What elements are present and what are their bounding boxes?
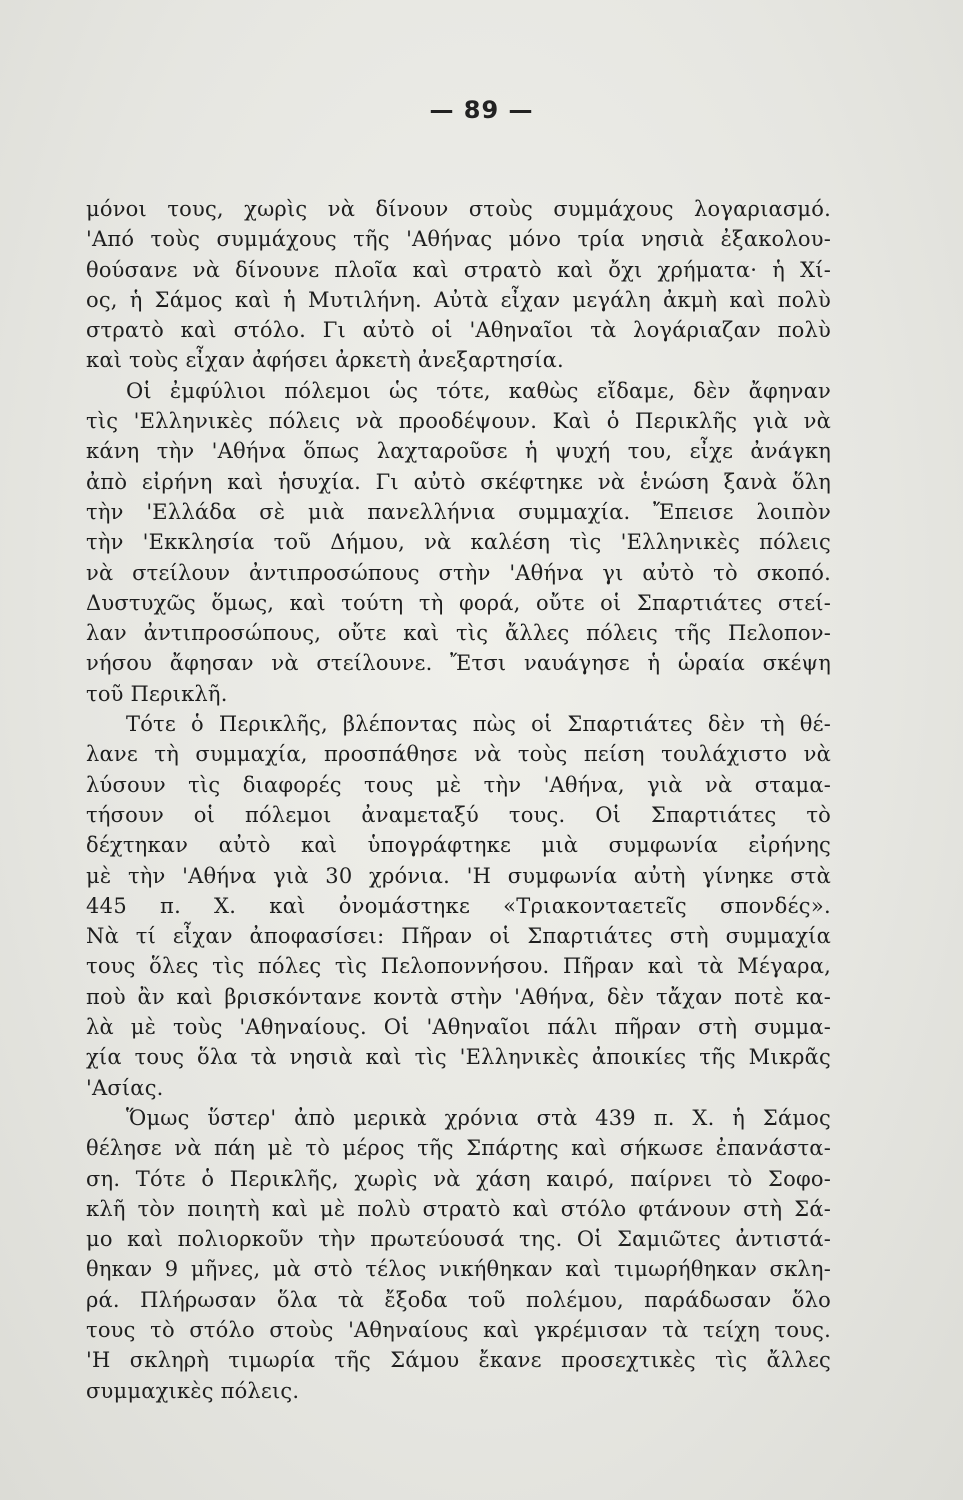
text-line: τὶς 'Ελληνικὲς πόλεις νὰ προοδέψουν. Καὶ ὁ Περικλῆς γιὰ νὰ [86,409,831,434]
text-line: 'Από τοὺς συμμάχους τῆς 'Αθήνας μόνο τρία νησιὰ ἐξακολου- [86,227,831,252]
text-line: 'Ασίας. [86,1075,164,1100]
text-line: Δυστυχῶς ὅμως, καὶ τούτη τὴ φορά, οὔτε οἱ Σπαρτιάτες στεί- [86,590,831,615]
text-line: λὰ μὲ τοὺς 'Αθηναίους. Οἱ 'Αθηναῖοι πάλι πῆραν στὴ συμμα- [86,1015,831,1040]
page-number: — 89 — [429,96,534,124]
paragraph-start-line: Ὅμως ὕστερ' ἀπὸ μερικὰ χρόνια στὰ 439 π. Χ. ἡ Σάμος [126,1105,831,1130]
text-line: συμμαχικὲς πόλεις. [86,1378,300,1403]
text-line: τὴν 'Εκκλησία τοῦ Δήμου, νὰ καλέση τὶς 'Ελληνικὲς πόλεις [86,530,831,555]
text-line: θέλησε νὰ πάη μὲ τὸ μέρος τῆς Σπάρτης καὶ σήκωσε ἐπανάστα- [86,1136,831,1161]
text-line: ος, ἡ Σάμος καὶ ἡ Μυτιλήνη. Αὐτὰ εἶχαν μεγάλη ἀκμὴ καὶ πολὺ [86,287,831,312]
text-line: δέχτηκαν αὐτὸ καὶ ὑπογράφτηκε μιὰ συμφωνία εἰρήνης [86,833,831,858]
paragraph-start-line: Οἱ ἐμφύλιοι πόλεμοι ὡς τότε, καθὼς εἴδαμε, δὲν ἄφηναν [126,378,831,403]
body-text [86,194,831,1406]
text-line: θούσανε νὰ δίνουνε πλοῖα καὶ στρατὸ καὶ ὄχι χρήματα· ἡ Χί- [86,257,831,282]
text-line: ρά. Πλήρωσαν ὅλα τὰ ἔξοδα τοῦ πολέμου, παράδωσαν ὅλο [86,1287,831,1312]
text-line: κάνη τὴν 'Αθήνα ὅπως λαχταροῦσε ἡ ψυχή του, εἶχε ἀνάγκη [86,439,831,464]
text-line: ποὺ ἂν καὶ βρισκόντανε κοντὰ στὴν 'Αθήνα, δὲν τἄχαν ποτὲ κα- [86,984,831,1009]
text-line: ση. Τότε ὁ Περικλῆς, χωρὶς νὰ χάση καιρό, παίρνει τὸ Σοφο- [86,1166,831,1191]
text-line: τους τὸ στόλο στοὺς 'Αθηναίους καὶ γκρέμισαν τὰ τείχη τους. [86,1317,831,1342]
text-line: ἀπὸ εἰρήνη καὶ ἡσυχία. Γι αὐτὸ σκέφτηκε νὰ ἑνώση ξανὰ ὅλη [86,469,831,494]
text-line: τὴν 'Ελλάδα σὲ μιὰ πανελλήνια συμμαχία. Ἔπεισε λοιπὸν [86,499,831,524]
text-line: καὶ τοὺς εἶχαν ἀφήσει ἀρκετὴ ἀνεξαρτησία. [86,348,564,373]
text-line: τοῦ Περικλῆ. [86,681,228,706]
text-line: μόνοι τους, χωρὶς νὰ δίνουν στοὺς συμμάχους λογαριασμό. [86,197,831,221]
text-line: μὲ τὴν 'Αθήνα γιὰ 30 χρόνια. 'Η συμφωνία αὐτὴ γίνηκε στὰ [86,863,831,888]
text-line: στρατὸ καὶ στόλο. Γι αὐτὸ οἱ 'Αθηναῖοι τὰ λογάριαζαν πολὺ [86,318,831,343]
text-line: 'Η σκληρὴ τιμωρία τῆς Σάμου ἔκανε προσεχτικὲς τὶς ἄλλες [86,1348,831,1373]
text-line: Νὰ τί εἶχαν ἀποφασίσει: Πῆραν οἱ Σπαρτιάτες στὴ συμμαχία [86,924,831,949]
text-line: χία τους ὅλα τὰ νησιὰ καὶ τὶς 'Ελληνικὲς ἀποικίες τῆς Μικρᾶς [86,1045,831,1070]
text-line: τους ὅλες τὶς πόλες τὶς Πελοποννήσου. Πῆραν καὶ τὰ Μέγαρα, [86,954,831,979]
text-line: τήσουν οἱ πόλεμοι ἀναμεταξύ τους. Οἱ Σπαρτιάτες τὸ [86,802,831,827]
text-line: λύσουν τὶς διαφορές τους μὲ τὴν 'Αθήνα, γιὰ νὰ σταμα- [86,772,831,797]
text-line: μο καὶ πολιορκοῦν τὴν πρωτεύουσά της. Οἱ Σαμιῶτες ἀντιστά- [86,1227,831,1252]
text-line: λανε τὴ συμμαχία, προσπάθησε νὰ τοὺς πείση τουλάχιστο νὰ [86,742,831,767]
text-line: νήσου ἄφησαν νὰ στείλουνε. Ἔτσι ναυάγησε ἡ ὡραία σκέψη [86,651,831,676]
text-line: λαν ἀντιπροσώπους, οὔτε καὶ τὶς ἄλλες πόλεις τῆς Πελοπον- [86,621,831,646]
text-line: θηκαν 9 μῆνες, μὰ στὸ τέλος νικήθηκαν καὶ τιμωρήθηκαν σκλη- [86,1257,831,1282]
text-line: 445 π. Χ. καὶ ὀνομάστηκε «Τριακονταετεῖς σπονδές». [86,893,831,918]
paragraph-start-line: Τότε ὁ Περικλῆς, βλέποντας πὼς οἱ Σπαρτιάτες δὲν τὴ θέ- [126,712,831,737]
text-line: νὰ στείλουν ἀντιπροσώπους στὴν 'Αθήνα γι αὐτὸ τὸ σκοπό. [86,560,831,585]
text-line: κλῆ τὸν ποιητὴ καὶ μὲ πολὺ στρατὸ καὶ στόλο φτάνουν στὴ Σά- [86,1196,831,1221]
